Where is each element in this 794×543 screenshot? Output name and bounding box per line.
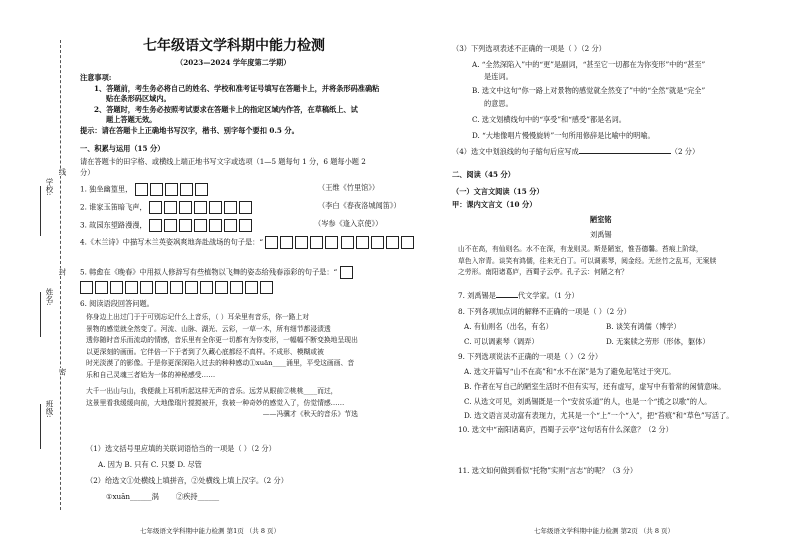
right-q8-c[interactable]: C. 可以调素琴（调弄）: [464, 337, 539, 346]
answer-grid[interactable]: [135, 183, 208, 196]
question-5: 5. 韩愈在《晚春》中用拟人修辞写有些植物以飞舞的姿态给残春添彩的句子是：“: [80, 266, 353, 279]
subquestion-1: （1）选文括号里应填的关联词语恰当的一项是（ ）（2 分）: [86, 444, 276, 453]
question-1: 1. 独坐幽篁里，: [80, 183, 208, 196]
poem-title: 陋室铭: [590, 215, 612, 224]
question-6: 6. 阅读语段回答问题。: [80, 299, 154, 308]
right-q9-d[interactable]: D. 选文语言灵动富有表现力，尤其是一个“上”一个“入”，把“苔痕”和“草色”写活了。: [464, 411, 734, 420]
part2-heading: 二、阅读（45 分）: [452, 170, 515, 179]
right-q8-a[interactable]: A. 有仙则名（出名，有名）: [464, 322, 553, 331]
right-q9-b[interactable]: B. 作者在写自己的陋室生活时不但有实写，还有虚写，虚写中有着常的闲情意味。: [464, 382, 726, 391]
note-2a: 2、答题时，考生务必按照考试要求在答题卡上的指定区域内作答，在草稿纸上、试: [94, 105, 358, 114]
poem-author: 刘禹锡: [590, 230, 612, 239]
footer-right: 七年级语文学科期中能力检测 第2页 （共 8 页）: [534, 527, 675, 535]
right-q11: 11. 选文如何做到看似“托物”实则“言志”的呢？（3 分）: [458, 466, 638, 475]
right-q4: （4）选文中划浪线的句子缩句后应写成 （2 分）: [452, 147, 700, 156]
right-q9: 9. 下列选项说法不正确的一项是（ ）（2 分）: [458, 352, 603, 361]
right-q3-a2: 是连词。: [484, 72, 513, 81]
answer-blank[interactable]: [496, 297, 518, 298]
question-2: 2. 谁家玉笛暗飞声，: [80, 201, 252, 214]
right-q8-d[interactable]: D. 无案牍之劳形（形体，躯体）: [606, 337, 710, 346]
question-3: 3. 故园东望路漫漫，: [80, 219, 252, 232]
right-q3-d: D. “大地像唱片慢慢旋转”一句所用修辞是比喻中的明喻。: [472, 131, 655, 140]
question-4: 4.《木兰诗》中描写木兰英姿飒爽地奔赴战场的句子是：“: [80, 236, 414, 249]
right-q7: 7. 刘禹锡是 代文学家。（1 分）: [458, 291, 579, 300]
part1-heading: 一、积累与运用（15 分）: [80, 144, 165, 153]
class-label: 班级:: [45, 400, 54, 418]
part1-intro-1: 请在答题卡的田字格、或横线上端正地书写文字或选项（1—5 题每句 1 分，6 题每小题 2: [80, 157, 366, 166]
school-label: 学校:: [45, 178, 54, 196]
note-2b: 题上答题无效。: [106, 115, 157, 124]
seal-seal-mark: 封: [58, 268, 67, 276]
poem-text: 山不在高，有仙则名。水不在深，有龙则灵。斯是陋室，惟吾德馨。苔痕上阶绿， 草色入帘青。谈笑有鸿儒，往来无白丁。可以调素琴，阅金经。无丝竹之乱耳，无案牍 之劳形。南阳诸葛庐，西蜀子云亭。孔子云：何陋之有？: [458, 245, 717, 276]
right-q3: （3）下列选项表述不正确的一项是（ ）（2 分）: [452, 44, 606, 53]
note-tip: 提示：请在答题卡上正确地书写汉字，楷书、别字每个要扣 0.5 分。: [80, 126, 299, 135]
answer-grid[interactable]: [170, 281, 273, 294]
question-1-source: （王维《竹里馆》）: [318, 183, 380, 192]
name-label: 姓名:: [45, 288, 54, 306]
right-q3-b2: 的意思。: [484, 99, 513, 108]
section-classical-a: 甲：课内文言文（10 分）: [452, 200, 537, 209]
answer-grid[interactable]: [149, 219, 252, 232]
passage: 你身边上出过门于于可别忘记什么上音乐，（ ）耳朵里有音乐，你一路上对 景物的感觉就全然变了。河流、山脉、湖光、云彩，一草一木，所有细节都浸渍透 透你随时音乐而流动的情感，音乐里有全你更一切都有为你变形，一幅幅不断变换地呈现出 以更深刻的画面。它伴倍一下于者到了久藏心底都经不真样。不成形、模糊或被 时光淡漠了的影像。于是你更深深陷入过去的种种感动①xuān____涌里，平受这画画、音 乐和自己灵魂三者始为一体的神秘感受…… 大千一出山与山，我便裁上耳机听起这样无声的音乐。远芳从眼前②桃桃____而过， 这景里看我缓缓向前，大地像瑞片搅搅被开，我被一种奇妙的感觉入了，仿觉情感…… ——冯骥才《秋天的音乐》节选: [86, 313, 358, 418]
right-q9-a[interactable]: A. 选文开篇写“山不在高”和“水不在深”是为了避免起笔过于突兀。: [464, 367, 676, 376]
right-q8: 8. 下列各项加点词的解释不正确的一项是（ ）（2 分）: [458, 307, 631, 316]
right-q3-b1: B. 选文中这句“你一路上对景物的感觉就全然变了”中的“全然”就是“完全”: [472, 86, 706, 95]
question-3-source: （岑参《逢入京使》）: [314, 219, 383, 228]
question-2-source: （李白《春夜洛城闻笛》）: [318, 201, 401, 210]
subquestion-1-options[interactable]: A. 因为 B. 只有 C. 只要 D. 尽管: [98, 460, 202, 469]
name-line: [40, 292, 41, 337]
subquestion-2: （2）给选文①处横线上填拼音，②处横线上填上汉字。（2 分）: [86, 476, 288, 485]
note-1a: 1、答题前，考生务必将自己的姓名、学校和准考证号填写在答题卡上，并将条形码准确粘: [94, 84, 380, 93]
question-5-grid: [80, 281, 273, 294]
right-q10: 10. 选文中“南阳诸葛庐，西蜀子云亭”这句话有什么深意？（2 分）: [458, 425, 673, 434]
subquestion-2-blank-a[interactable]: ①xuān______涡: [106, 492, 159, 501]
answer-grid[interactable]: [265, 236, 338, 249]
note-1b: 贴在条形码区域内。: [106, 94, 171, 103]
answer-grid[interactable]: [80, 281, 168, 294]
page-subtitle: （2023—2024 学年度第二学期）: [176, 58, 291, 67]
seal-secret-mark: 密: [58, 368, 67, 376]
school-line: [40, 186, 41, 236]
notes-title: 注意事项:: [80, 73, 112, 82]
page-title: 七年级语文学科期中能力检测: [143, 38, 325, 54]
footer-left: 七年级语文学科期中能力检测 第1页 （共 8 页）: [140, 527, 281, 535]
answer-grid[interactable]: [149, 201, 252, 214]
right-q8-b[interactable]: B. 谈笑有鸿儒（博学）: [606, 322, 681, 331]
section-classical: （一）文言文阅读（15 分）: [452, 187, 544, 196]
right-q9-c[interactable]: C. 从选文可见，刘禹锡既是一个“安贫乐道”的人，也是一个“揽之以歌”的人。: [464, 397, 712, 406]
answer-grid[interactable]: [340, 266, 353, 279]
class-line: [40, 404, 41, 449]
answer-blank[interactable]: [579, 153, 671, 154]
subquestion-2-blank-b[interactable]: ②疾持______: [176, 492, 220, 501]
part1-intro-2: 分）: [80, 168, 95, 177]
right-q3-c: C. 选文划横线句中的“享受”和“感受”都是名词。: [472, 115, 626, 124]
right-q3-a1: A. “全然深陷入”中的“更”是副词，“甚至它一切都在为你变形”中的“甚至”: [472, 60, 706, 69]
answer-grid[interactable]: [341, 236, 414, 249]
seal-line-mark: 线: [58, 168, 67, 176]
